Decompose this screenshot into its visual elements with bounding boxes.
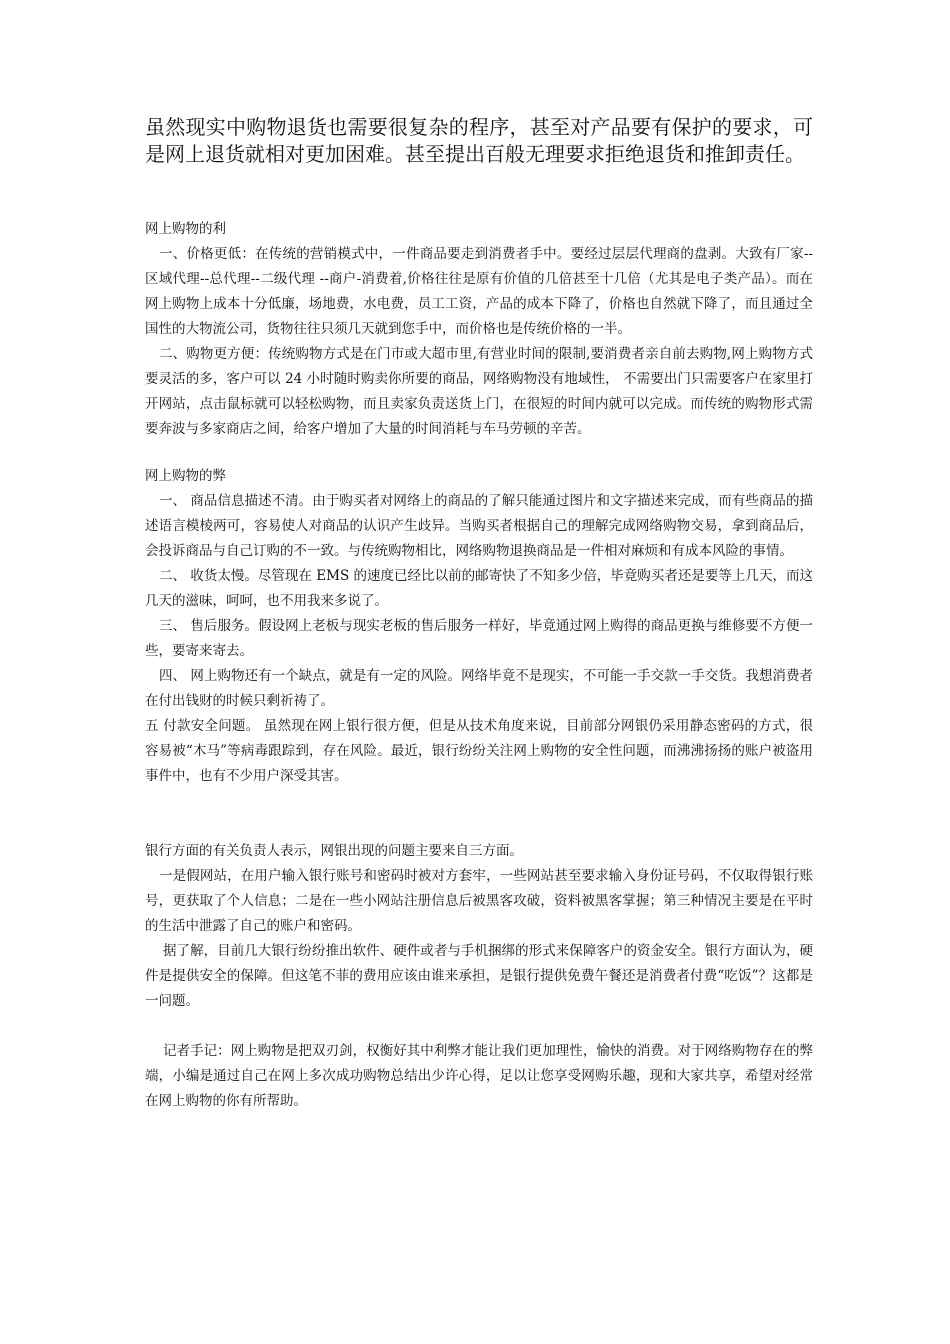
cons-heading: 网上购物的弊	[145, 468, 226, 484]
cons-paragraph-1: 一、 商品信息描述不清。由于购买者对网络上的商品的了解只能通过图片和文字描述来完成，而有些商品的描述语言模棱两可，容易使人对商品的认识产生歧异。当购买者根据自己的理解完成网络购物交易，拿到商品后，会投诉商品与自己订购的不一致。与传统购物相比，网络购物退换商品是一件相对麻烦和有成本风险的事情。	[145, 493, 813, 559]
pros-paragraph-2: 二、购物更方便：传统购物方式是在门市或大超市里,有营业时间的限制,要消费者亲自前去购物,网上购物方式要灵活的多，客户可以 24 小时随时购卖你所要的商品，网络购物没有地域性， 不需要出门只需要客户在家里打开网站，点击鼠标就可以轻松购物，而且卖家负责送货上门，在很短的时间内就可以完成。而传统的购物形式需要奔波与多家商店之间，给客户增加了大量的时间消耗与车马劳顿的辛苦。	[145, 346, 813, 437]
intro-paragraph: 虽然现实中购物退货也需要很复杂的程序，甚至对产品要有保护的要求，可是网上退货就相对更加困难。甚至提出百般无理要求拒绝退货和推卸责任。	[145, 115, 813, 166]
cons-section	[145, 464, 813, 789]
cons-paragraph-4: 四、 网上购物还有一个缺点，就是有一定的风险。网络毕竟不是现实，不可能一手交款一手交货。我想消费者在付出钱财的时候只剩祈祷了。	[145, 668, 813, 709]
pros-section	[145, 217, 813, 442]
pros-heading: 网上购物的利	[145, 221, 226, 237]
reporter-note-section	[145, 1039, 813, 1114]
cons-paragraph-3: 三、 售后服务。假设网上老板与现实老板的售后服务一样好，毕竟通过网上购得的商品更换与维修要不方便一些，要寄来寄去。	[145, 618, 813, 659]
cons-paragraph-2: 二、 收货太慢。尽管现在 EMS 的速度已经比以前的邮寄快了不知多少倍，毕竟购买者还是要等上几天，而这几天的滋味，呵呵，也不用我来多说了。	[145, 568, 813, 609]
pros-paragraph-1: 一、价格更低：在传统的营销模式中，一件商品要走到消费者手中。要经过层层代理商的盘剥。大致有厂家--区域代理--总代理--二级代理 --商户-消费着,价格往往是原有价值的几倍甚至十几倍（尤其是电子类产品）。而在网上购物上成本十分低廉，场地费，水电费，员工工资，产品的成本下降了，价格也自然就下降了，而且通过全国性的大物流公司，货物往往只须几天就到您手中，而价格也是传统价格的一半。	[145, 246, 813, 337]
reporter-note: 记者手记：网上购物是把双刃剑，权衡好其中利弊才能让我们更加理性，愉快的消费。对于网络购物存在的弊端，小编是通过自己在网上多次成功购物总结出少许心得，足以让您享受网购乐趣，现和大家共享，希望对经常在网上购物的你有所帮助。	[145, 1043, 813, 1109]
cons-paragraph-5: 五 付款安全问题。 虽然现在网上银行很方便，但是从技术角度来说，目前部分网银仍采用静态密码的方式，很容易被“木马”等病毒跟踪到，存在风险。最近，银行纷纷关注网上购物的安全性问题，而沸沸扬扬的账户被盗用事件中，也有不少用户深受其害。	[145, 718, 813, 784]
bank-section	[145, 839, 813, 1014]
bank-intro: 银行方面的有关负责人表示，网银出现的问题主要来自三方面。	[145, 843, 523, 859]
bank-paragraph-1: 一是假网站，在用户输入银行账号和密码时被对方套牢，一些网站甚至要求输入身份证号码，不仅取得银行账号，更获取了个人信息；二是在一些小网站注册信息后被黑客攻破，资料被黑客掌握；第三种情况主要是在平时的生活中泄露了自己的账户和密码。	[145, 868, 813, 934]
bank-paragraph-2: 据了解，目前几大银行纷纷推出软件、硬件或者与手机捆绑的形式来保障客户的资金安全。银行方面认为，硬件是提供安全的保障。但这笔不菲的费用应该由谁来承担，是银行提供免费午餐还是消费者付费“吃饭”？这都是一问题。	[145, 943, 813, 1009]
